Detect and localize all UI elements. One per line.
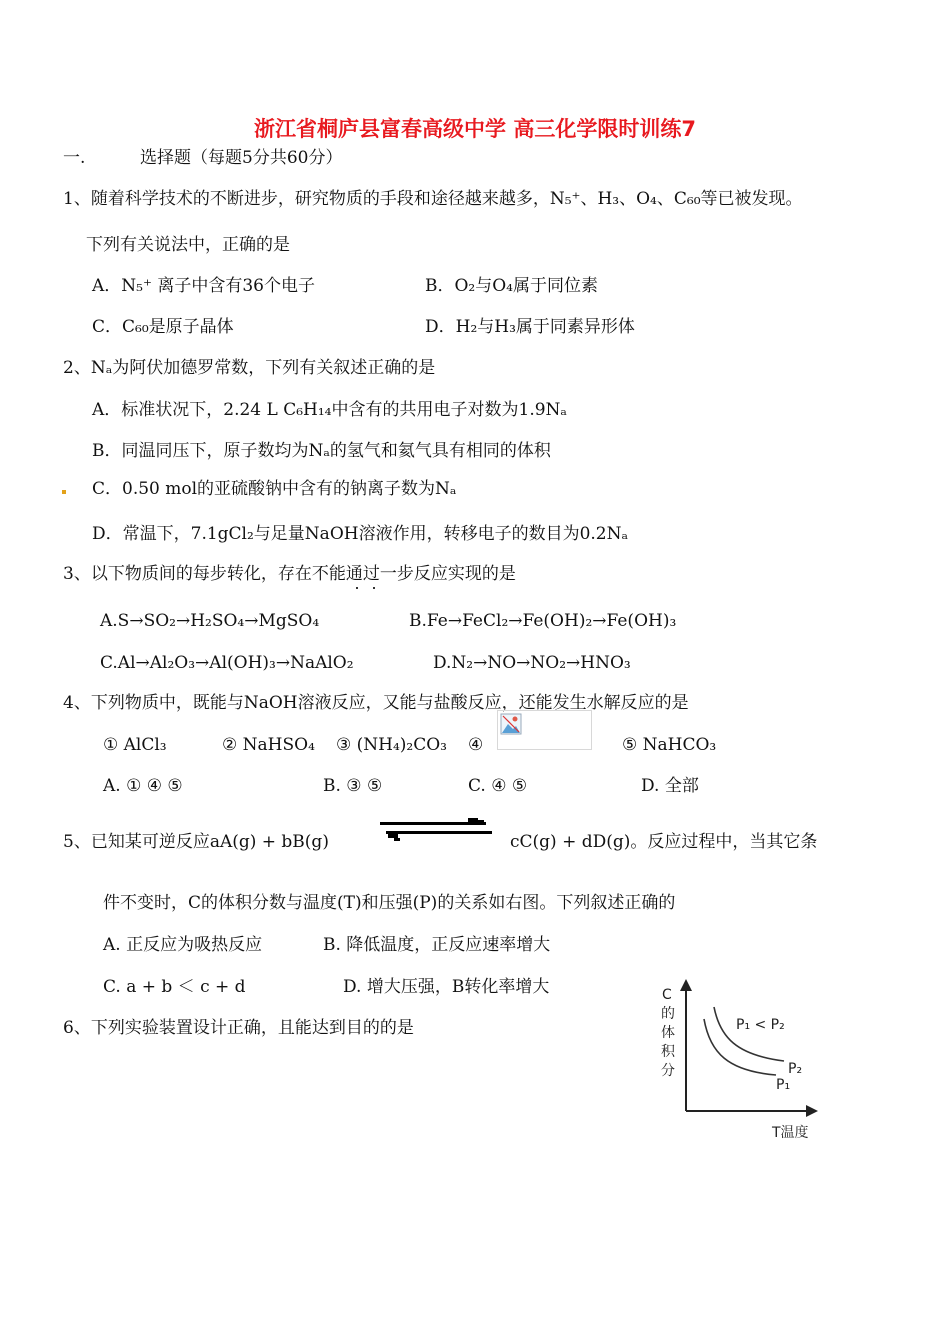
q1-option-d: D．H₂与H₃属于同素异形体	[425, 317, 635, 337]
q6-stem: 6、下列实验装置设计正确，且能达到目的的是	[63, 1018, 414, 1038]
q4-option-a: A. ① ④ ⑤	[103, 776, 183, 796]
equilibrium-arrow-icon	[380, 814, 492, 844]
q2-option-d: D．常温下，7.1gCl₂与足量NaOH溶液作用，转移电子的数目为0.2Nₐ	[92, 524, 629, 544]
y-label-char: 积	[661, 1044, 675, 1060]
q4-item-4: ④	[468, 735, 484, 755]
q3-option-c: C.Al→Al₂O₃→Al(OH)₃→NaAlO₂	[100, 653, 354, 673]
q4-item-2: ② NaHSO₄	[222, 735, 315, 755]
q2-stem: 2、Nₐ为阿伏加德罗常数，下列有关叙述正确的是	[63, 358, 436, 378]
q1-stem: 1、随着科学技术的不断进步，研究物质的手段和途径越来越多，N₅⁺、H₃、O₄、C₆₀等已被发现。	[63, 189, 803, 209]
q1-option-b: B．O₂与O₄属于同位素	[425, 276, 598, 296]
broken-image-icon	[497, 710, 592, 750]
q4-stem: 4、下列物质中，既能与NaOH溶液反应，又能与盐酸反应，还能发生水解反应的是	[63, 693, 689, 713]
q3-option-d: D.N₂→NO→NO₂→HNO₃	[433, 653, 631, 673]
q2-option-a: A．标准状况下，2.24 L C₆H₁₄中含有的共用电子对数为1.9Nₐ	[92, 400, 567, 420]
q4-item-1: ① AlCl₃	[103, 735, 167, 755]
q5-option-d: D. 增大压强，B转化率增大	[343, 977, 550, 997]
curve-p2	[714, 1007, 784, 1061]
y-label-char: C	[662, 987, 672, 1003]
q4-option-c: C. ④ ⑤	[468, 776, 528, 796]
q3-option-b: B.Fe→FeCl₂→Fe(OH)₂→Fe(OH)₃	[409, 611, 677, 631]
q5-stem-right: cC(g) + dD(g)。反应过程中，当其它条	[510, 832, 818, 852]
section-number: 一.	[63, 148, 86, 168]
graph-legend: P₁ < P₂	[736, 1017, 785, 1033]
page-title: 浙江省桐庐县富春高级中学 高三化学限时训练7	[254, 117, 696, 141]
q1-option-a: A．N₅⁺ 离子中含有36个电子	[92, 276, 315, 296]
curve-label-p2: P₂	[788, 1061, 803, 1077]
q1-option-c: C．C₆₀是原子晶体	[92, 317, 234, 337]
q3-option-a: A.S→SO₂→H₂SO₄→MgSO₄	[100, 611, 320, 631]
q4-option-b: B. ③ ⑤	[323, 776, 383, 796]
x-axis-label: T温度	[772, 1125, 809, 1141]
emphasis-dot	[373, 587, 375, 589]
y-label-char: 的	[661, 1006, 675, 1022]
q5-stem-cont: 件不变时，C的体积分数与温度(T)和压强(P)的关系如右图。下列叙述正确的	[103, 893, 676, 913]
y-label-char: 分	[661, 1063, 675, 1079]
q4-item-3: ③ (NH₄)₂CO₃	[336, 735, 447, 755]
c-volume-fraction-graph	[652, 975, 832, 1145]
emphasis-dot	[356, 587, 358, 589]
q5-option-b: B. 降低温度，正反应速率增大	[323, 935, 551, 955]
curve-label-p1: P₁	[776, 1077, 791, 1093]
q1-stem-cont: 下列有关说法中，正确的是	[86, 235, 290, 255]
y-label-char: 体	[661, 1025, 675, 1041]
q5-option-a: A. 正反应为吸热反应	[103, 935, 263, 955]
q5-option-c: C. a + b ＜ c + d	[103, 977, 246, 997]
q2-option-c: C．0.50 mol的亚硫酸钠中含有的钠离子数为Nₐ	[92, 479, 457, 499]
q3-stem: 3、以下物质间的每步转化，存在不能通过一步反应实现的是	[63, 564, 516, 584]
margin-mark	[62, 490, 66, 494]
section-label: 选择题（每题5分共60分）	[140, 148, 343, 168]
q5-stem-left: 5、已知某可逆反应aA(g) + bB(g)	[63, 832, 329, 852]
q2-option-b: B．同温同压下，原子数均为Nₐ的氢气和氦气具有相同的体积	[92, 441, 551, 461]
q4-option-d: D. 全部	[641, 776, 699, 796]
q4-item-5: ⑤ NaHCO₃	[622, 735, 717, 755]
